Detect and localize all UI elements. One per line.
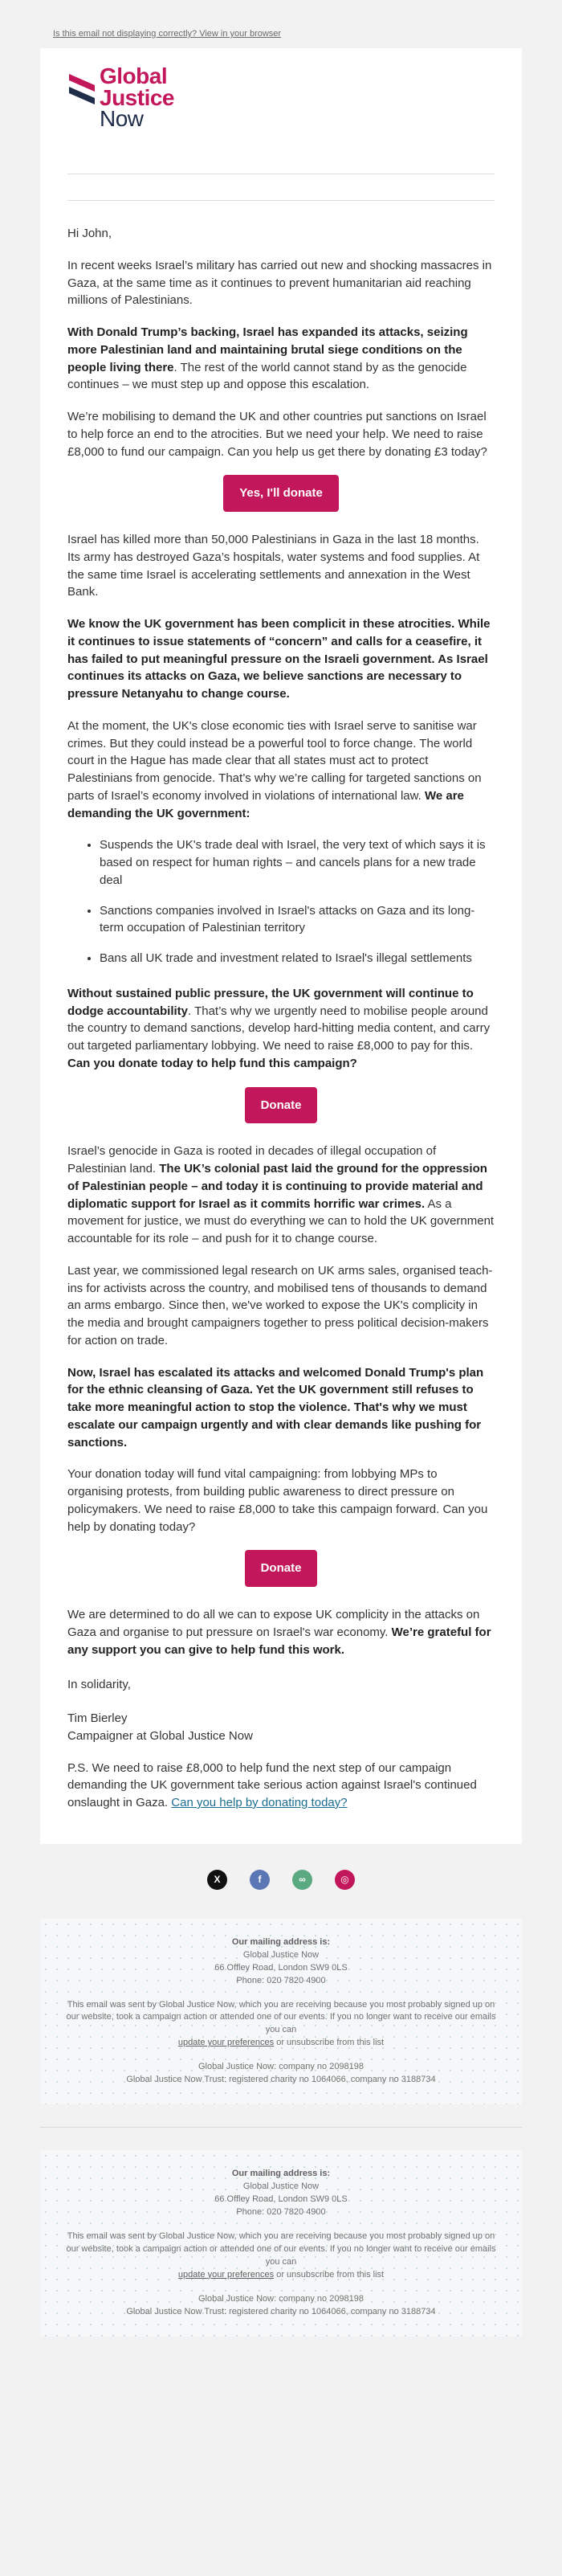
- demand-item: • Bans all UK trade and investment related to Israel's illegal settlements: [100, 950, 495, 967]
- demand-item: • Suspends the UK's trade deal with Israel, the very text of which says it is based on respect for human rights – and cancels plans for a new trade deal: [100, 836, 495, 889]
- paragraph-accountability: Without sustained public pressure, the UK government will continue to dodge accountability. That’s why we urgently need to mobilise people around the country to demand sanctions, develop hard-hitting media content, and carry out targeted parliamentary lobbying. We need to raise £8,000 to pay for this. Can you donate today to help fund this campaign?: [67, 986, 491, 1070]
- greeting: Hi John,: [67, 227, 112, 240]
- paragraph-donation-use: Your donation today will fund vital campaigning: from lobbying MPs to organising protests, from building public awareness to direct pressure on policymakers. We need to raise £8,000 to take this campaign forward. Can you help by donating today?: [67, 1467, 488, 1534]
- logo-word-now: Now: [100, 106, 144, 132]
- update-preferences-link[interactable]: update your preferences: [177, 2269, 275, 2280]
- unsubscribe-text[interactable]: or unsubscribe from this list: [276, 2269, 385, 2280]
- paragraph-escalate: Now, Israel has escalated its attacks and welcomed Donald Trump's plan for the ethnic cleansing of Gaza. Yet the UK government still refuses to take more meaningful action to stop the violence. That's why we must escalate our campaign urgently and with clear demands like pushing for sanctions.: [67, 1365, 484, 1450]
- global-justice-now-logo[interactable]: [67, 63, 495, 154]
- postscript-donate-link[interactable]: Can you help by donating today?: [171, 1796, 348, 1809]
- signature: [67, 1710, 495, 1745]
- paragraph-escalation: With Donald Trump’s backing, Israel has expanded its attacks, seizing more Palestinian land and maintaining brutal siege conditions on the people living there. The rest of the world cannot stand by as the genocide continues – we must step up and oppose this escalation.: [67, 325, 468, 392]
- paragraph-achievements: Last year, we commissioned legal research on UK arms sales, organised teach-ins for activists across the country, and mobilised tens of thousands to demand an arms embargo. Since then, we've worked to expose the UK's complicity in the media and brought campaigners together to press political decision-makers for action on trade.: [67, 1263, 493, 1347]
- postscript: P.S. We need to raise £8,000 to help fund the next step of our campaign demanding the UK government take serious action against Israel's continued onslaught in Gaza. Can you help by donating today?: [67, 1760, 477, 1809]
- footer-trust: Global Justice Now Trust: registered charity no 1064066, company no 3188734: [126, 2306, 436, 2316]
- donate-button-second[interactable]: Donate: [245, 1087, 318, 1124]
- update-preferences-link[interactable]: update your preferences: [177, 2038, 275, 2048]
- footer-phone: Phone: 020 7820 4900: [236, 2206, 326, 2217]
- footer-org: Global Justice Now: [242, 1949, 320, 1960]
- footer-phone: Phone: 020 7820 4900: [236, 1975, 326, 1985]
- social-links: [0, 1844, 562, 1919]
- footer-heading: Our mailing address is:: [231, 1936, 331, 1947]
- logo-word-justice: Justice: [100, 84, 174, 110]
- view-in-browser-link[interactable]: Is this email not displaying correctly? View in your browser: [53, 29, 282, 39]
- email-card: [40, 48, 522, 1844]
- divider: [67, 200, 495, 201]
- signature-name: Tim Bierley: [67, 1711, 128, 1725]
- email-body: [67, 225, 495, 1812]
- unsubscribe-text[interactable]: or unsubscribe from this list: [276, 2038, 385, 2048]
- footer-company: Global Justice Now: company no 2098198: [198, 2293, 364, 2304]
- signoff: In solidarity,: [67, 1678, 131, 1692]
- demands-list: [100, 836, 495, 967]
- donate-button-third[interactable]: Donate: [245, 1550, 318, 1587]
- footer-address: 66 Offley Road, London SW9 0LS: [214, 1962, 348, 1973]
- paragraph-appeal: We’re mobilising to demand the UK and other countries put sanctions on Israel to help force an end to the atrocities. But we need your help. We need to raise £8,000 to fund our campaign. Can you help us get there by donating £3 today?: [67, 410, 487, 459]
- footer-company: Global Justice Now: company no 2098198: [198, 2062, 364, 2072]
- signature-title: Campaigner at Global Justice Now: [67, 1728, 253, 1743]
- paragraph-history: Israel’s genocide in Gaza is rooted in decades of illegal occupation of Palestinian land. The UK’s colonial past laid the ground for the oppression of Palestinian people – and today it is continuing to provide material and diplomatic support for Israel as it commits horrific war crimes. As a movement for justice, we must do everything we can to hold the UK government accountable for its role – and push for it to change course.: [67, 1144, 495, 1245]
- facebook-icon[interactable]: f: [250, 1870, 270, 1890]
- paragraph-intro: In recent weeks Israel’s military has carried out new and shocking massacres in Gaza, at the same time as it continues to prevent humanitarian aid reaching millions of Palestinians.: [67, 258, 492, 308]
- donate-button-primary[interactable]: Yes, I'll donate: [223, 475, 339, 512]
- footer-trust: Global Justice Now Trust: registered charity no 1064066, company no 3188734: [126, 2075, 436, 2085]
- preheader: [0, 0, 562, 48]
- footer-address: 66 Offley Road, London SW9 0LS: [214, 2194, 348, 2204]
- website-link-icon[interactable]: ∞: [292, 1870, 312, 1890]
- footer-notice: This email was sent by Global Justice Now, which you are receiving because you most probably signed up on our website, took a campaign action or attended one of our events. If you no longer want to receive our emails you can: [66, 2230, 496, 2267]
- footer-block: [40, 1919, 522, 2104]
- footer-org: Global Justice Now: [242, 2181, 320, 2192]
- demand-item: • Sanctions companies involved in Israel's attacks on Gaza and its long-term occupation of Palestinian territory: [100, 902, 495, 938]
- footer-notice: This email was sent by Global Justice Now, which you are receiving because you most probably signed up on our website, took a campaign action or attended one of our events. If you no longer want to receive our emails you can: [66, 1999, 496, 2035]
- x-icon[interactable]: X: [207, 1870, 227, 1890]
- footer-separator: [40, 2127, 522, 2128]
- footer-block: [40, 2150, 522, 2336]
- logo-chevron-icon: [67, 69, 96, 109]
- paragraph-complicity: We know the UK government has been complicit in these atrocities. While it continues to issue statements of “concern” and calls for a ceasefire, it has failed to put meaningful pressure on the Israeli government. As Israel continues its attacks on Gaza, we believe sanctions are necessary to pressure Netanyahu to change course.: [67, 617, 491, 701]
- instagram-icon[interactable]: ◎: [335, 1870, 355, 1890]
- logo-word-global: Global: [100, 63, 168, 88]
- paragraph-trade-ties: At the moment, the UK's close economic ties with Israel serve to sanitise war crimes. But they could instead be a powerful tool to force change. The world court in the Hague has made clear that all states must act to protect Palestinians from genocide. That’s why we’re calling for targeted sanctions on parts of Israel’s economy involved in violations of international law. We are demanding the UK government:: [67, 718, 482, 820]
- paragraph-closing: We are determined to do all we can to expose UK complicity in the attacks on Gaza and organise to put pressure on Israel's war economy. We’re grateful for any support you can give to help fund this work.: [67, 1608, 491, 1657]
- footer-heading: Our mailing address is:: [231, 2169, 331, 2179]
- paragraph-casualties: Israel has killed more than 50,000 Palestinians in Gaza in the last 18 months. Its army has destroyed Gaza’s hospitals, water systems and food supplies. At the same time Israel is accelerating settlements and annexation in the West Bank.: [67, 533, 480, 599]
